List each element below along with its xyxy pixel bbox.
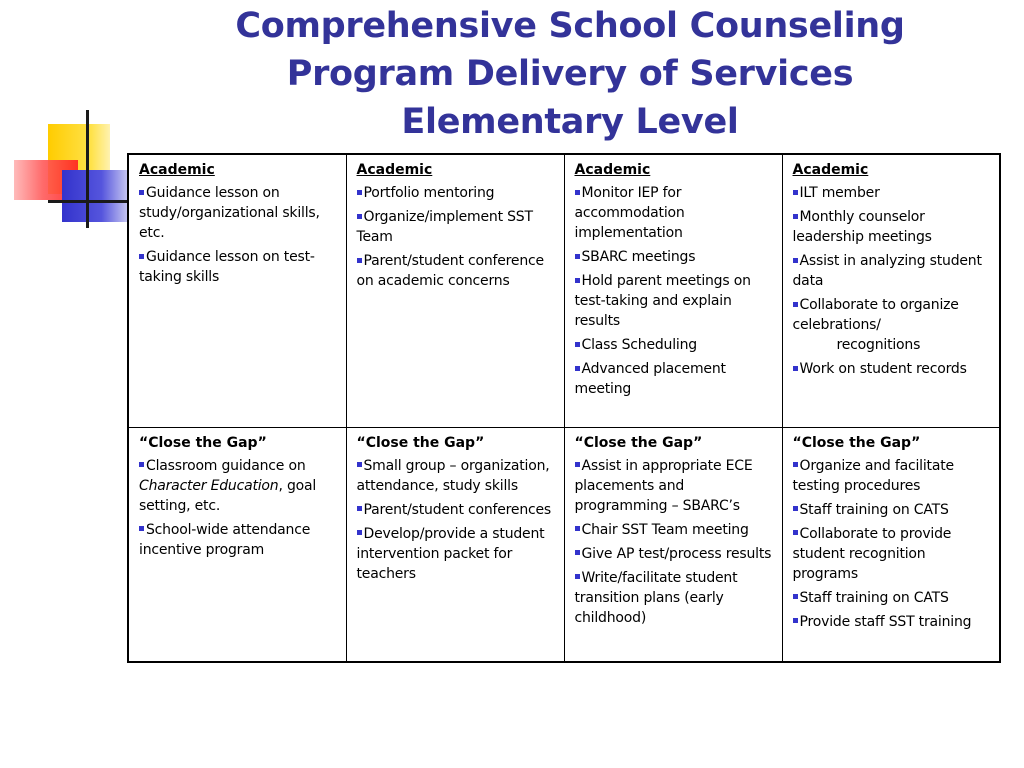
list-item: Class Scheduling xyxy=(575,335,774,355)
list-item: Organize/implement SST Team xyxy=(356,209,533,245)
list-item: Guidance lesson on test-taking skills xyxy=(139,249,315,285)
cell-academic-4 xyxy=(782,154,1000,427)
cell-academic-3 xyxy=(564,154,782,427)
cell-heading: Academic xyxy=(792,162,869,178)
bullet-icon xyxy=(575,278,580,283)
cell-heading: “Close the Gap” xyxy=(356,434,485,451)
bullet-icon xyxy=(139,190,144,195)
bullet-icon xyxy=(575,462,580,467)
list-item: Provide staff SST training xyxy=(793,612,992,632)
bullet-icon xyxy=(793,214,798,219)
bullet-icon xyxy=(793,302,798,307)
title-line-2: Program Delivery of Services xyxy=(286,54,854,94)
decor-horizontal-line xyxy=(48,200,128,203)
bullet-icon xyxy=(793,506,798,511)
list-item: Develop/provide a student intervention packet for teachers xyxy=(356,525,545,582)
table-row-academic xyxy=(128,154,1000,427)
list-item: Monthly counselor leadership meetings xyxy=(792,209,932,245)
list-item: Give AP test/process results xyxy=(575,544,774,564)
bullet-icon xyxy=(575,342,580,347)
bullet-icon xyxy=(357,214,362,219)
cell-gap-4 xyxy=(782,427,1000,662)
list-item: Guidance lesson on study/organizational skills, etc. xyxy=(139,185,320,241)
bullet-icon xyxy=(575,526,580,531)
bullet-icon xyxy=(357,258,362,263)
bullet-icon xyxy=(139,462,144,467)
list-item: Advanced placement meeting xyxy=(574,361,726,397)
list-item: Portfolio mentoring xyxy=(357,183,556,203)
list-item: Assist in appropriate ECE placements and programming – SBARC’s xyxy=(574,457,753,514)
list-item: School-wide attendance incentive program xyxy=(139,521,311,558)
bullet-icon xyxy=(357,190,362,195)
bullet-icon xyxy=(575,574,580,579)
list-item: Work on student records xyxy=(793,359,992,379)
list-item: Chair SST Team meeting xyxy=(575,520,774,540)
cell-academic-2 xyxy=(346,154,564,427)
cell-heading: Academic xyxy=(574,162,651,178)
list-item: Write/facilitate student transition plans (early childhood) xyxy=(574,569,738,626)
list-item-continuation: recognitions xyxy=(836,337,921,353)
bullet-icon xyxy=(139,254,144,259)
bullet-icon xyxy=(793,366,798,371)
cell-academic-1 xyxy=(128,154,346,427)
cell-gap-1 xyxy=(128,427,346,662)
table-row-close-the-gap xyxy=(128,427,1000,662)
list-item: Classroom guidance on Character Education, goal setting, etc. xyxy=(139,457,317,514)
decor-blue-square xyxy=(62,170,128,222)
services-table xyxy=(127,153,1001,663)
list-item: Collaborate to organize celebrations/ xyxy=(792,297,959,333)
cell-heading: Academic xyxy=(139,162,215,178)
bullet-icon xyxy=(575,366,580,371)
decor-vertical-line xyxy=(86,110,89,228)
bullet-icon xyxy=(793,190,798,195)
cell-gap-3 xyxy=(564,427,782,662)
list-item: Monitor IEP for accommodation implementation xyxy=(574,185,685,241)
list-item: Parent/student conferences xyxy=(357,500,556,520)
list-item: Organize and facilitate testing procedures xyxy=(792,457,954,494)
bullet-icon xyxy=(793,594,798,599)
cell-heading: “Close the Gap” xyxy=(792,434,921,451)
bullet-icon xyxy=(357,462,362,467)
bullet-icon xyxy=(357,506,362,511)
list-item: ILT member xyxy=(793,183,992,203)
bullet-icon xyxy=(139,526,144,531)
list-item: SBARC meetings xyxy=(575,247,774,267)
list-item: Staff training on CATS xyxy=(793,500,992,520)
list-item: Collaborate to provide student recognition programs xyxy=(792,525,952,582)
bullet-icon xyxy=(793,618,798,623)
list-item: Assist in analyzing student data xyxy=(792,253,982,289)
bullet-icon xyxy=(575,190,580,195)
bullet-icon xyxy=(575,550,580,555)
bullet-icon xyxy=(793,530,798,535)
list-item: Hold parent meetings on test-taking and explain results xyxy=(574,273,751,329)
title-line-1: Comprehensive School Counseling xyxy=(235,6,905,46)
cell-heading: “Close the Gap” xyxy=(574,434,703,451)
cell-gap-2 xyxy=(346,427,564,662)
bullet-icon xyxy=(575,254,580,259)
bullet-icon xyxy=(357,530,362,535)
cell-heading: Academic xyxy=(356,162,433,178)
slide-title xyxy=(190,2,950,146)
title-line-3: Elementary Level xyxy=(401,102,739,142)
list-item: Parent/student conference on academic concerns xyxy=(356,253,544,289)
cell-heading: “Close the Gap” xyxy=(139,434,267,451)
list-item: Staff training on CATS xyxy=(793,588,992,608)
bullet-icon xyxy=(793,258,798,263)
bullet-icon xyxy=(793,462,798,467)
list-item: Small group – organization, attendance, study skills xyxy=(356,457,550,494)
